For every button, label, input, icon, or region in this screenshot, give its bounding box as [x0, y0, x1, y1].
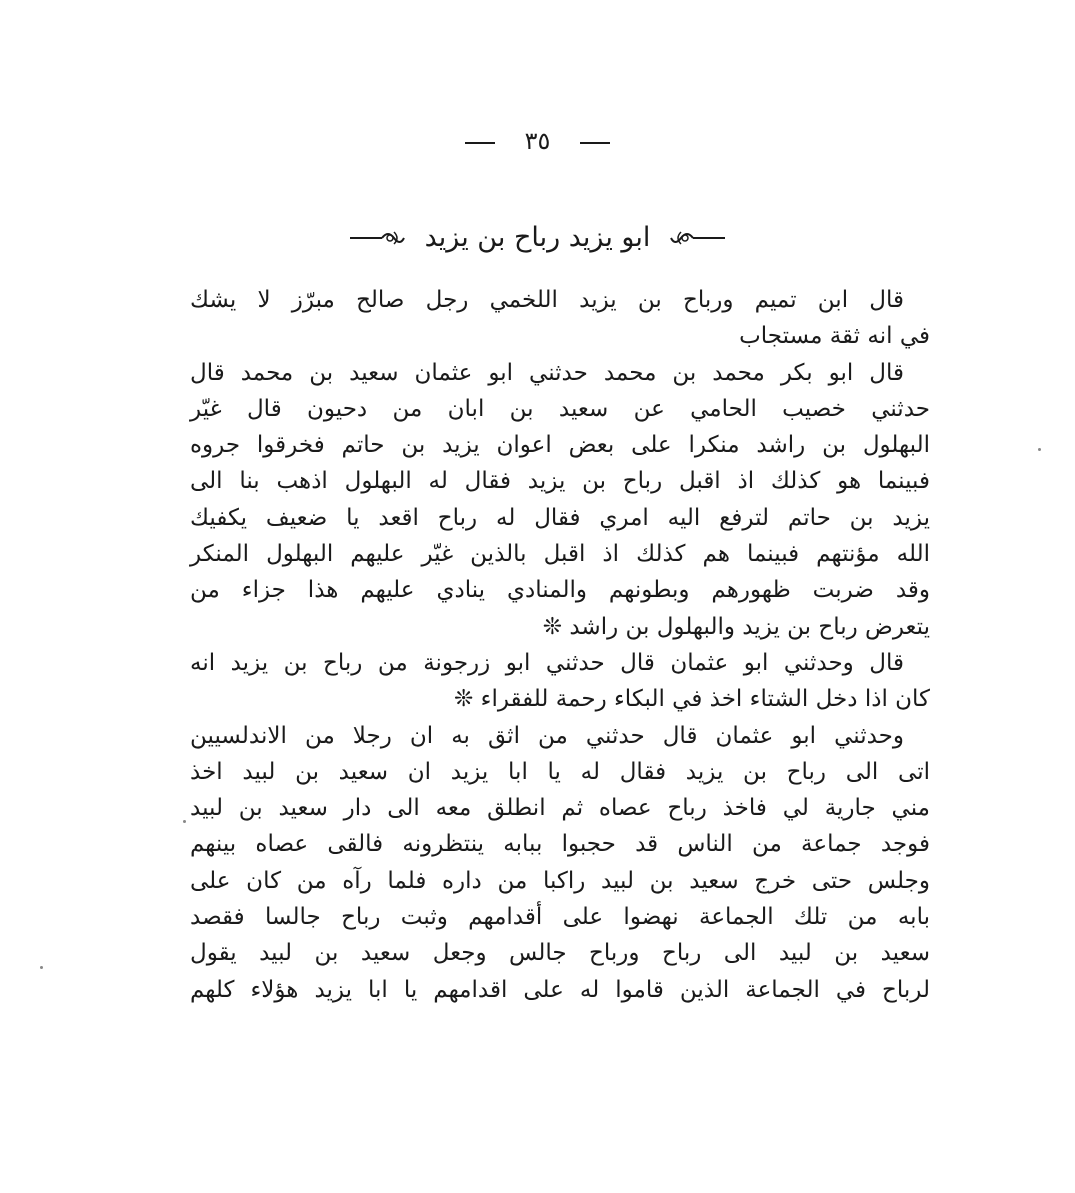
- text-line: قال وحدثني ابو عثمان قال حدثني ابو زرجونة من رباح بن يزيد انه: [190, 649, 904, 676]
- ornament-right-icon: [669, 228, 727, 248]
- page-number-dash-left: [465, 142, 495, 144]
- text-line: في انه ثقة مستجاب: [739, 323, 930, 350]
- text-line: سعيد بن لبيد الى رباح ورباح جالس وجعل سعيد بن لبيد يقول: [190, 940, 930, 967]
- page-number: [0, 126, 1075, 156]
- text-line: وجلس حتى خرج سعيد بن لبيد راكبا من داره فلما رآه من كان على: [190, 867, 930, 894]
- scan-speck: [1038, 448, 1041, 451]
- text-line: حدثني خصيب الحامي عن سعيد بن ابان من دحيون قال غيّر: [190, 395, 930, 422]
- text-line: اتى الى رباح بن يزيد فقال له يا ابا يزيد ان سعيد بن لبيد اخذ: [190, 758, 930, 785]
- scan-speck: [183, 820, 186, 823]
- text-line: بابه من تلك الجماعة نهضوا على أقدامهم وثبت رباح جالسا فقصد: [190, 904, 930, 931]
- text-line: وحدثني ابو عثمان قال حدثني من اثق به ان رجلا من الاندلسيين: [190, 722, 904, 749]
- text-line: فوجد جماعة من الناس قد حجبوا ببابه ينتظرونه فالقى عصاه بينهم: [190, 831, 930, 858]
- text-line: وقد ضربت ظهورهم وبطونهم والمنادي ينادي عليهم هذا جزاء من: [190, 577, 930, 604]
- text-line: قال ابو بكر محمد بن محمد حدثني ابو عثمان سعيد بن محمد قال: [190, 359, 904, 386]
- text-line: الله مؤنتهم فبينما هم كذلك اذ اقبل بالذين غيّر عليهم البهلول المنكر: [190, 541, 930, 568]
- body-text: [190, 282, 930, 1008]
- text-line: البهلول بن راشد منكرا على بعض اعوان يزيد بن حاتم فخرقوا جروه: [190, 432, 930, 459]
- scan-speck: [40, 966, 43, 969]
- page-number-value: ٣٥: [524, 127, 551, 155]
- text-line: يزيد بن حاتم لترفع اليه امري فقال له رباح اقعد يا ضعيف يكفيك: [190, 504, 930, 531]
- section-heading: [0, 218, 1075, 258]
- text-line: لرباح في الجماعة الذين قاموا له على اقدامهم يا ابا يزيد هؤلاء كلهم: [190, 976, 930, 1003]
- ornament-left-icon: [348, 228, 406, 248]
- text-line: يتعرض رباح بن يزيد والبهلول بن راشد ❊: [542, 613, 930, 640]
- section-title: ابو يزيد رباح بن يزيد: [424, 222, 651, 253]
- text-line: قال ابن تميم ورباح بن يزيد اللخمي رجل صالح مبرّز لا يشك: [190, 287, 904, 313]
- page-number-dash-right: [580, 142, 610, 144]
- text-line: فبينما هو كذلك اذ اقبل رباح بن يزيد فقال له البهلول اذهب بنا الى: [190, 468, 930, 495]
- text-line: كان اذا دخل الشتاء اخذ في البكاء رحمة للفقراء ❊: [454, 686, 930, 713]
- text-line: مني جارية لي فاخذ رباح عصاه ثم انطلق معه الى دار سعيد بن لبيد: [190, 795, 930, 822]
